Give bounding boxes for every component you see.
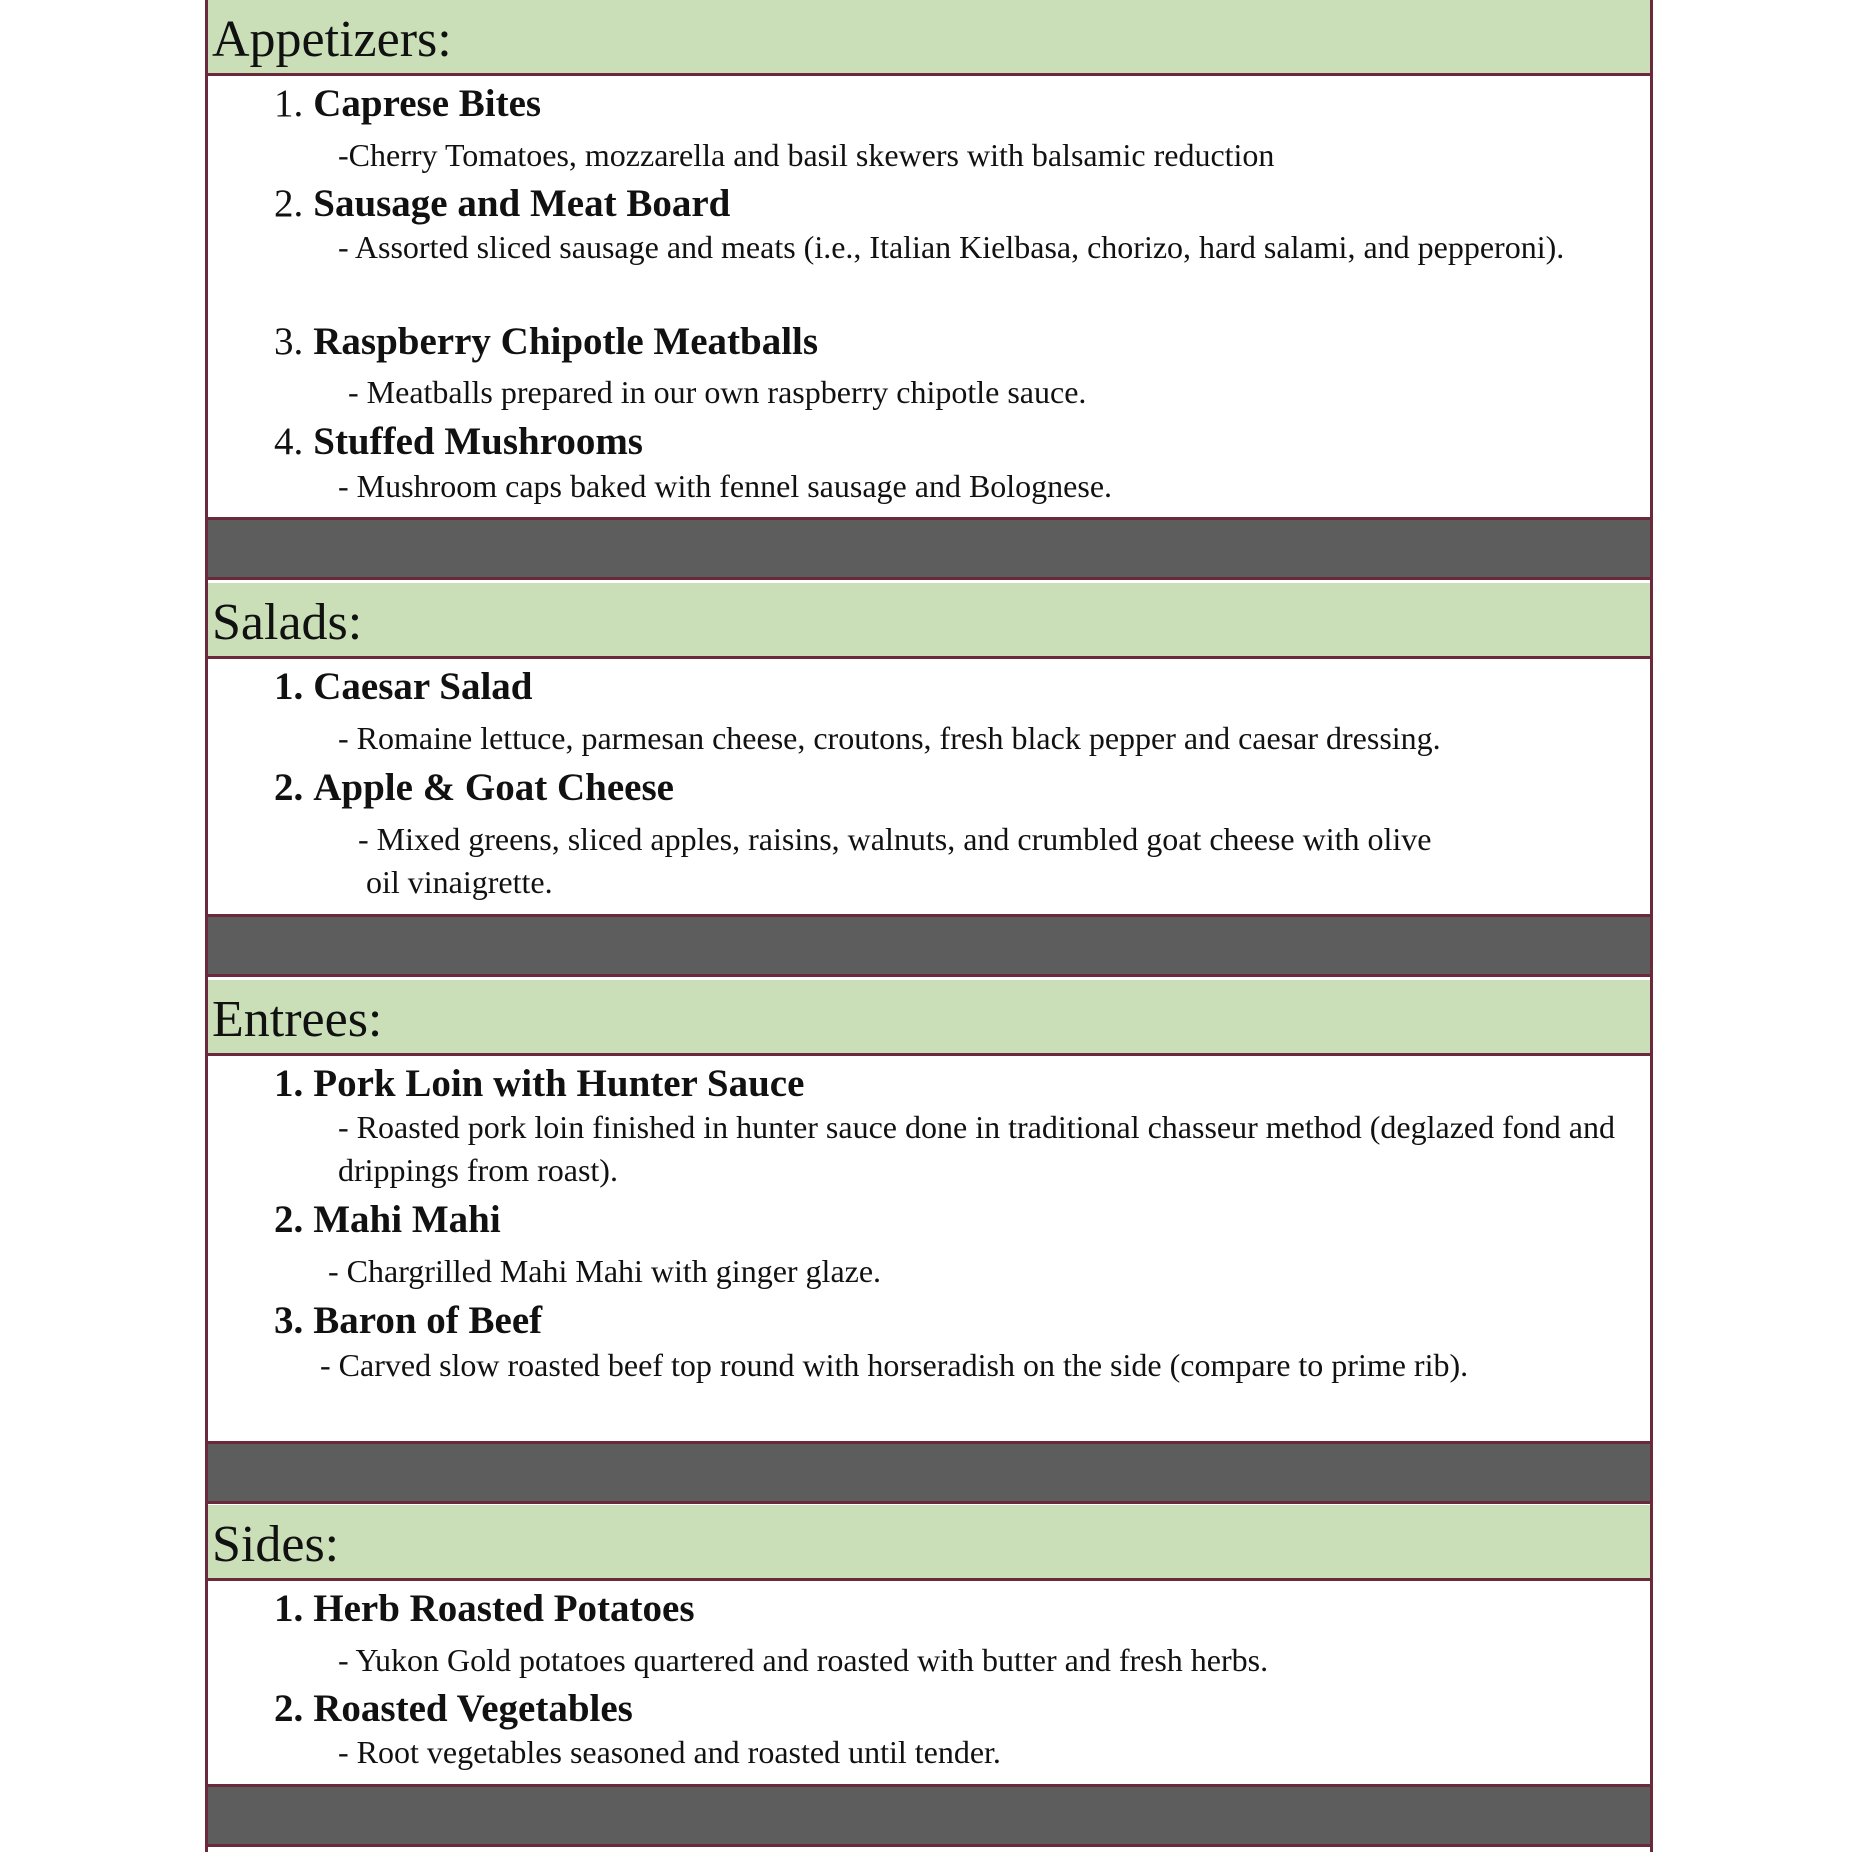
item-name: Apple & Goat Cheese <box>313 766 674 809</box>
section-divider-bar <box>208 520 1650 580</box>
item-name: Raspberry Chipotle Meatballs <box>313 320 819 363</box>
item-number: 1. <box>274 1587 304 1630</box>
item-title <box>274 1298 542 1344</box>
item-title <box>274 664 532 710</box>
item-name: Baron of Beef <box>313 1299 543 1342</box>
item-number: 2. <box>274 1198 304 1241</box>
item-number: 3. <box>274 320 304 363</box>
item-number: 3. <box>274 1299 304 1342</box>
item-name: Stuffed Mushrooms <box>313 420 643 463</box>
item-name: Caprese Bites <box>313 82 542 125</box>
item-title <box>274 319 818 365</box>
section-appetizers <box>208 0 1650 580</box>
item-title <box>274 181 730 227</box>
item-description: - Meatballs prepared in our own raspberry chipotle sauce. <box>348 374 1087 410</box>
section-divider-bar <box>208 1787 1650 1847</box>
item-description: - Mushroom caps baked with fennel sausage and Bolognese. <box>338 468 1113 504</box>
section-body <box>208 659 1650 917</box>
section-entrees <box>208 980 1650 1504</box>
item-title <box>274 81 541 127</box>
item-name: Sausage and Meat Board <box>313 182 731 225</box>
item-number: 1. <box>274 1062 304 1105</box>
section-title: Entrees: <box>208 980 1650 1056</box>
item-number: 2. <box>274 182 304 225</box>
item-number: 2. <box>274 1687 304 1730</box>
section-divider-bar <box>208 917 1650 977</box>
section-body <box>208 1056 1650 1444</box>
menu-document <box>205 0 1653 1852</box>
section-sides <box>208 1505 1650 1847</box>
item-description: - Assorted sliced sausage and meats (i.e., Italian Kielbasa, chorizo, hard salami, and pepperoni). <box>338 229 1565 265</box>
item-title <box>274 1061 804 1107</box>
item-description: -Cherry Tomatoes, mozzarella and basil skewers with balsamic reduction <box>338 137 1275 173</box>
item-description: - Roasted pork loin finished in hunter sauce done in traditional chasseur method (deglazed fond and drippings from roast). <box>338 1109 1615 1188</box>
item-name: Herb Roasted Potatoes <box>313 1587 695 1630</box>
item-description: - Mixed greens, sliced apples, raisins, walnuts, and crumbled goat cheese with olive oil vinaigrette. <box>358 821 1432 900</box>
section-body <box>208 1581 1650 1787</box>
item-title <box>274 1197 501 1243</box>
item-name: Caesar Salad <box>313 665 533 708</box>
item-name: Roasted Vegetables <box>313 1687 633 1730</box>
section-title: Sides: <box>208 1505 1650 1581</box>
section-divider-bar <box>208 1444 1650 1504</box>
item-description: - Root vegetables seasoned and roasted until tender. <box>338 1734 1001 1770</box>
item-description: - Carved slow roasted beef top round with horseradish on the side (compare to prime rib). <box>320 1347 1469 1383</box>
section-salads <box>208 583 1650 977</box>
item-title <box>274 419 643 465</box>
item-title <box>274 765 674 811</box>
item-name: Pork Loin with Hunter Sauce <box>313 1062 805 1105</box>
item-title <box>274 1686 633 1732</box>
section-title: Salads: <box>208 583 1650 659</box>
item-number: 1. <box>274 82 304 125</box>
section-title: Appetizers: <box>208 0 1650 76</box>
item-title <box>274 1586 695 1632</box>
item-description: - Romaine lettuce, parmesan cheese, croutons, fresh black pepper and caesar dressing. <box>338 720 1441 756</box>
item-number: 2. <box>274 766 304 809</box>
item-description: - Chargrilled Mahi Mahi with ginger glaze. <box>328 1253 882 1289</box>
item-name: Mahi Mahi <box>313 1198 501 1241</box>
item-number: 4. <box>274 420 304 463</box>
section-body <box>208 76 1650 520</box>
item-number: 1. <box>274 665 304 708</box>
item-description: - Yukon Gold potatoes quartered and roasted with butter and fresh herbs. <box>338 1642 1269 1678</box>
